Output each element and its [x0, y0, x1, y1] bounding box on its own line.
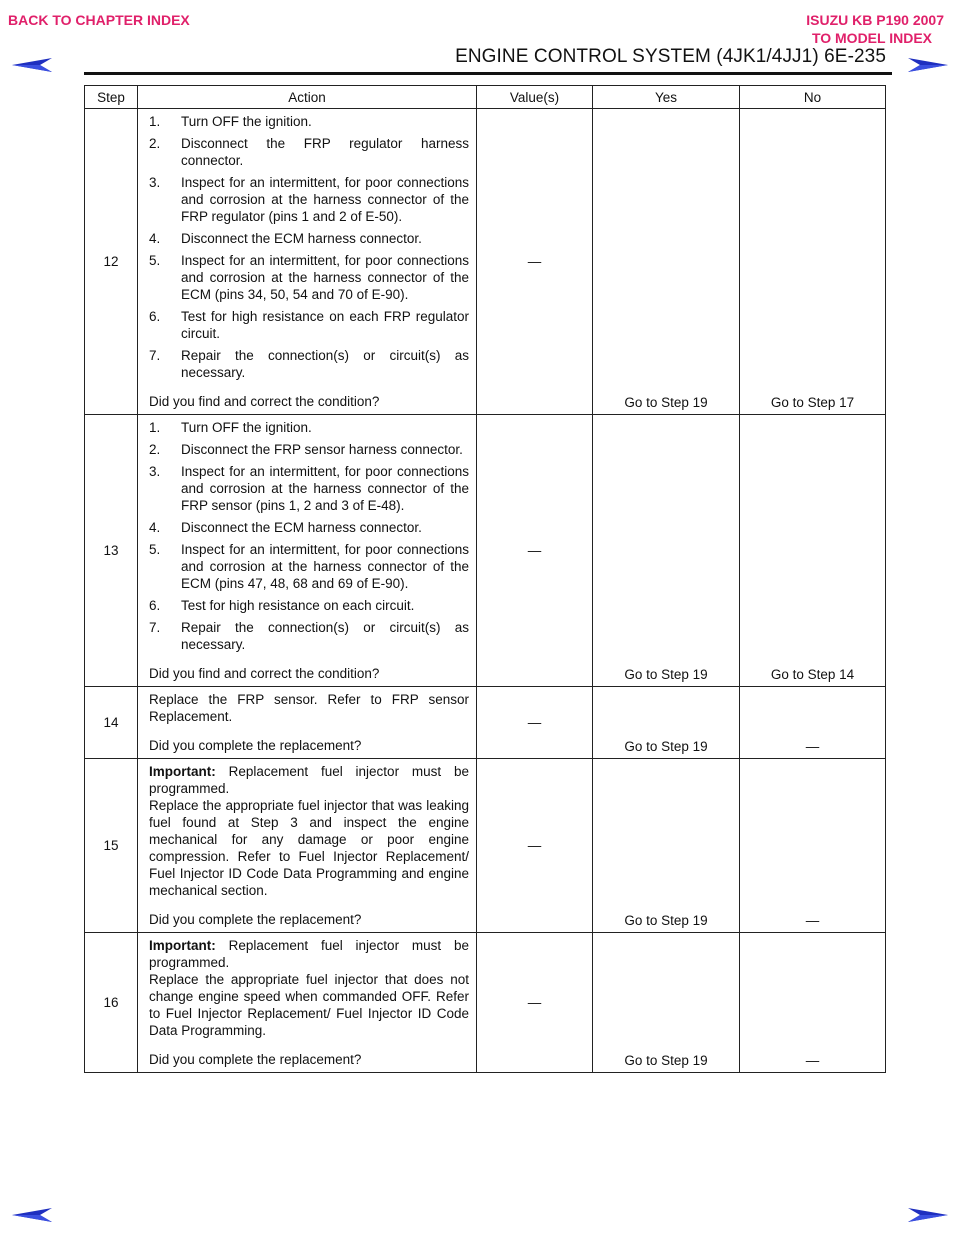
action-item — [149, 252, 469, 303]
item-number: 3. — [149, 464, 161, 479]
item-text: Disconnect the ECM harness connector. — [181, 231, 422, 246]
no-action: — — [805, 913, 820, 928]
action-item — [149, 230, 469, 247]
item-text: Disconnect the FRP sensor harness connector. — [181, 442, 463, 457]
table-row — [85, 109, 886, 415]
item-number: 4. — [149, 520, 161, 535]
action-item — [149, 113, 469, 130]
important-text: Replacement fuel injector must be programmed. — [149, 764, 469, 796]
important-text: Replacement fuel injector must be programmed. — [149, 938, 469, 970]
question-text: Did you complete the replacement? — [149, 738, 362, 753]
yes-action: Go to Step 19 — [624, 739, 708, 754]
item-number: 4. — [149, 231, 161, 246]
item-text: Turn OFF the ignition. — [181, 114, 312, 129]
table-row — [85, 415, 886, 687]
item-number: 7. — [149, 348, 161, 363]
no-action: — — [805, 1053, 820, 1068]
important-label: Important: — [149, 764, 216, 779]
value-cell: — — [477, 933, 593, 1073]
action-cell — [138, 415, 477, 687]
brand-title: ISUZU KB P190 2007 — [806, 12, 944, 28]
item-text: Inspect for an intermittent, for poor connections and corrosion at the harness connector of the FRP regulator (pins 1 and 2 of E-50). — [181, 175, 469, 224]
column-header-step: Step — [85, 86, 138, 109]
value-cell: — — [477, 687, 593, 759]
item-text: Disconnect the FRP regulator harness connector. — [181, 136, 469, 168]
no-cell — [740, 759, 886, 933]
item-text: Inspect for an intermittent, for poor connections and corrosion at the harness connector of the ECM (pins 34, 50, 54 and 70 of E-90). — [181, 253, 469, 302]
table-row — [85, 687, 886, 759]
item-number: 6. — [149, 309, 161, 324]
action-text: Replace the appropriate fuel injector that does not change engine speed when commanded OFF. Refer to Fuel Injector Replacement/ Fuel Injector ID Code Data Programming. — [149, 972, 469, 1038]
item-text: Disconnect the ECM harness connector. — [181, 520, 422, 535]
item-number: 2. — [149, 442, 161, 457]
yes-action: Go to Step 19 — [624, 395, 708, 410]
yes-cell — [593, 933, 740, 1073]
item-number: 1. — [149, 420, 161, 435]
item-number: 6. — [149, 598, 161, 613]
question-text: Did you find and correct the condition? — [149, 394, 380, 409]
yes-cell — [593, 759, 740, 933]
action-item — [149, 419, 469, 436]
column-header-yes: Yes — [593, 86, 740, 109]
no-action: — — [805, 739, 820, 754]
step-number: 14 — [85, 687, 138, 759]
action-item — [149, 519, 469, 536]
action-item — [149, 347, 469, 381]
action-cell — [138, 933, 477, 1073]
step-number: 15 — [85, 759, 138, 933]
arrow-right-icon[interactable] — [906, 56, 950, 74]
no-action: Go to Step 17 — [770, 395, 855, 410]
table-header-row — [85, 86, 886, 109]
action-cell — [138, 687, 477, 759]
diagnostic-table — [84, 85, 886, 1073]
item-number: 2. — [149, 136, 161, 151]
yes-cell — [593, 687, 740, 759]
arrow-left-icon[interactable] — [10, 56, 54, 74]
item-number: 1. — [149, 114, 161, 129]
no-action: Go to Step 14 — [770, 667, 855, 682]
column-header-values: Value(s) — [477, 86, 593, 109]
item-text: Test for high resistance on each circuit. — [181, 598, 415, 613]
action-item — [149, 308, 469, 342]
item-text: Repair the connection(s) or circuit(s) as necessary. — [181, 620, 469, 652]
arrow-right-icon[interactable] — [906, 1206, 950, 1224]
question-text: Did you find and correct the condition? — [149, 666, 380, 681]
page-title: ENGINE CONTROL SYSTEM (4JK1/4JJ1) 6E-235 — [455, 46, 886, 67]
to-model-index-link[interactable]: TO MODEL INDEX — [811, 30, 932, 46]
action-item — [149, 174, 469, 225]
yes-action: Go to Step 19 — [624, 667, 708, 682]
value-cell: — — [477, 109, 593, 415]
step-number: 13 — [85, 415, 138, 687]
action-text: Replace the appropriate fuel injector that was leaking fuel found at Step 3 and inspect the engine mechanical for any damage or poor engine compression. Refer to Fuel Injector Replacement/ Fuel Injector ID Code Data Programming and engine mechanical section. — [149, 798, 469, 898]
yes-action: Go to Step 19 — [624, 1053, 708, 1068]
action-item — [149, 441, 469, 458]
action-item — [149, 135, 469, 169]
item-number: 7. — [149, 620, 161, 635]
item-number: 5. — [149, 542, 161, 557]
action-item — [149, 541, 469, 592]
yes-action: Go to Step 19 — [624, 913, 708, 928]
action-cell — [138, 109, 477, 415]
yes-cell — [593, 109, 740, 415]
value-cell: — — [477, 415, 593, 687]
table-row — [85, 933, 886, 1073]
important-note — [149, 937, 469, 971]
column-header-action: Action — [138, 86, 477, 109]
item-text: Repair the connection(s) or circuit(s) as necessary. — [181, 348, 469, 380]
item-text: Inspect for an intermittent, for poor connections and corrosion at the harness connector of the ECM (pins 47, 48, 68 and 69 of E-90). — [181, 542, 469, 591]
question-text: Did you complete the replacement? — [149, 1052, 362, 1067]
action-item — [149, 597, 469, 614]
value-cell: — — [477, 759, 593, 933]
important-label: Important: — [149, 938, 216, 953]
item-number: 3. — [149, 175, 161, 190]
back-to-chapter-index-link[interactable]: BACK TO CHAPTER INDEX — [8, 12, 190, 28]
action-item — [149, 463, 469, 514]
no-cell — [740, 933, 886, 1073]
action-text: Replace the FRP sensor. Refer to FRP sensor Replacement. — [149, 692, 469, 724]
question-text: Did you complete the replacement? — [149, 912, 362, 927]
important-note — [149, 763, 469, 797]
item-text: Test for high resistance on each FRP regulator circuit. — [181, 309, 469, 341]
no-cell — [740, 415, 886, 687]
title-rule — [84, 72, 892, 75]
column-header-no: No — [740, 86, 886, 109]
arrow-left-icon[interactable] — [10, 1206, 54, 1224]
no-cell — [740, 109, 886, 415]
yes-cell — [593, 415, 740, 687]
step-number: 12 — [85, 109, 138, 415]
step-number: 16 — [85, 933, 138, 1073]
action-cell — [138, 759, 477, 933]
item-text: Inspect for an intermittent, for poor connections and corrosion at the harness connector of the FRP sensor (pins 1, 2 and 3 of E-48). — [181, 464, 469, 513]
item-text: Turn OFF the ignition. — [181, 420, 312, 435]
item-number: 5. — [149, 253, 161, 268]
table-row — [85, 759, 886, 933]
no-cell — [740, 687, 886, 759]
action-item — [149, 619, 469, 653]
